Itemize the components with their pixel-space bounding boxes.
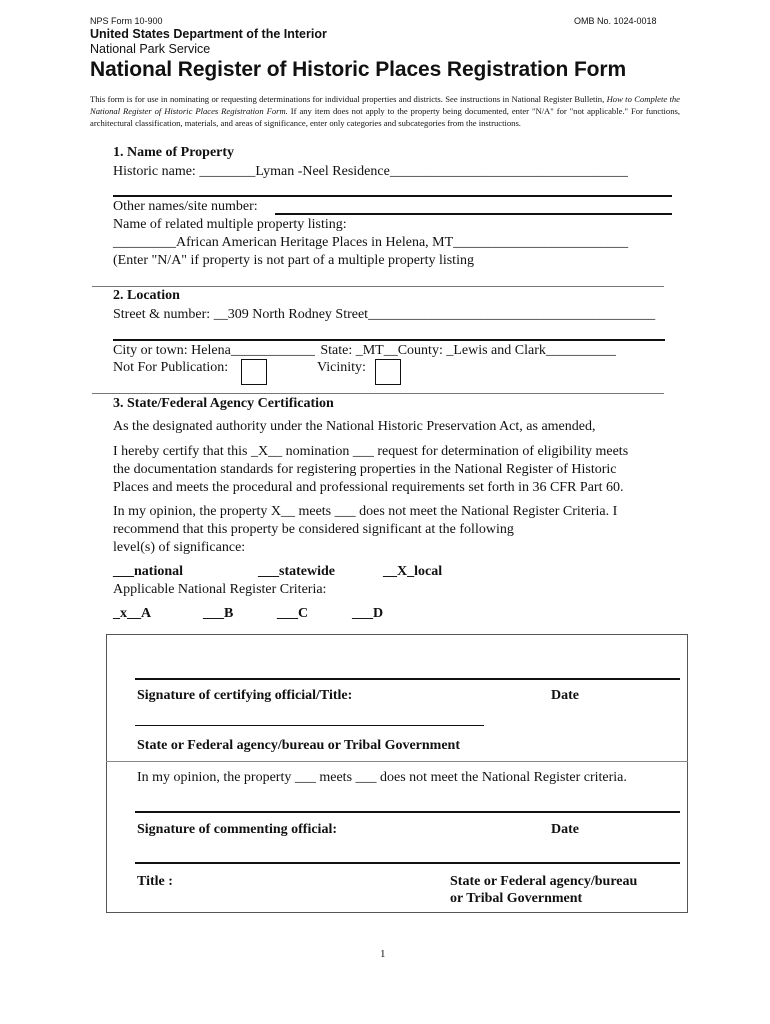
level-local[interactable]: __X_local <box>383 564 443 579</box>
city-row <box>113 343 616 359</box>
signature-separator <box>106 761 688 762</box>
city-value[interactable]: Helena____________ <box>191 343 315 358</box>
section-divider <box>92 393 664 394</box>
commenting-signature-line[interactable] <box>135 811 680 813</box>
blank-line <box>113 339 665 341</box>
section1-heading: 1. Name of Property <box>113 145 235 160</box>
opinion-line-1: In my opinion, the property X__ meets ___ does not meet the National Register Criteria. I <box>113 504 618 519</box>
historic-name-value: ________Lyman -Neel Residence__________________________________ <box>199 164 628 179</box>
date-label-2: Date <box>551 822 579 837</box>
vicinity-checkbox[interactable] <box>375 359 401 385</box>
state-label: State: <box>320 343 353 358</box>
not-for-publication-checkbox[interactable] <box>241 359 267 385</box>
street-label: Street & number: <box>113 307 211 322</box>
blank-line <box>113 195 672 197</box>
section-divider <box>92 286 664 287</box>
county-label: County: <box>397 343 443 358</box>
date-label-1: Date <box>551 688 579 703</box>
service-name: National Park Service <box>90 42 211 56</box>
criteria-a[interactable]: _x__A <box>113 606 152 621</box>
opinion-line-2: recommend that this property be considered significant at the following <box>113 522 514 537</box>
section3-heading: 3. State/Federal Agency Certification <box>113 396 334 411</box>
historic-name-field[interactable] <box>113 164 628 180</box>
county-value[interactable]: _Lewis and Clark__________ <box>446 343 616 358</box>
related-listing-value: _________African American Heritage Places in Helena, MT_________________________ <box>113 235 629 250</box>
certifying-official-label: Signature of certifying official/Title: <box>137 688 353 703</box>
opinion2-text: In my opinion, the property ___ meets ___ does not meet the National Register criteria. <box>137 770 627 785</box>
certify-line-1: I hereby certify that this _X__ nomination ___ request for determination of eligibility meets <box>113 444 629 459</box>
other-names-label: Other names/site number: <box>113 199 258 214</box>
agency2-line2: or Tribal Government <box>450 891 583 906</box>
criteria-d[interactable]: ___D <box>352 606 384 621</box>
not-for-publication-label: Not For Publication: <box>113 360 229 375</box>
authority-text: As the designated authority under the National Historic Preservation Act, as amended, <box>113 419 596 434</box>
level-statewide[interactable]: ___statewide <box>258 564 335 579</box>
agency-label: State or Federal agency/bureau or Tribal Government <box>137 738 461 753</box>
vicinity-label: Vicinity: <box>317 360 366 375</box>
city-label: City or town: <box>113 343 188 358</box>
opinion-line-3: level(s) of significance: <box>113 540 246 555</box>
title-label: Title : <box>137 874 173 889</box>
related-listing-label: Name of related multiple property listing: <box>113 217 347 232</box>
section2-heading: 2. Location <box>113 288 180 303</box>
criteria-b[interactable]: ___B <box>203 606 234 621</box>
title-signature-line[interactable] <box>135 862 680 864</box>
criteria-label: Applicable National Register Criteria: <box>113 582 327 597</box>
omb-number: OMB No. 1024-0018 <box>574 16 657 26</box>
certify-line-3: Places and meets the procedural and professional requirements set forth in 36 CFR Part 60. <box>113 480 624 495</box>
street-value: __309 North Rodney Street_________________________________________ <box>213 307 656 322</box>
other-names-line[interactable] <box>275 213 672 215</box>
historic-name-label: Historic name: <box>113 164 196 179</box>
certify-line-2: the documentation standards for registering properties in the National Register of Historic <box>113 462 617 477</box>
level-national[interactable]: ___national <box>113 564 184 579</box>
intro-paragraph: This form is for use in nominating or requesting determinations for individual properties and districts. See instructions in National Register Bulletin, How to Complete the National Register of Historic Places Registration Form. If any item does not apply to the property being documented, enter "N/A" for "not applicable." For functions, architectural classification, materials, and areas of significance, enter only categories and subcategories from the instructions. <box>90 94 681 128</box>
certifying-signature-line[interactable] <box>135 678 680 680</box>
agency-signature-line[interactable] <box>135 725 484 726</box>
commenting-official-label: Signature of commenting official: <box>137 822 337 837</box>
page-number: 1 <box>380 948 386 960</box>
agency2-line1: State or Federal agency/bureau <box>450 874 638 889</box>
street-field[interactable] <box>113 307 655 323</box>
department-name: United States Department of the Interior <box>90 27 327 41</box>
na-note: (Enter "N/A" if property is not part of a multiple property listing <box>113 253 474 268</box>
criteria-c[interactable]: ___C <box>277 606 309 621</box>
state-value[interactable]: _MT__ <box>355 343 398 358</box>
form-number: NPS Form 10-900 <box>90 16 163 26</box>
form-title: National Register of Historic Places Registration Form <box>90 58 627 81</box>
